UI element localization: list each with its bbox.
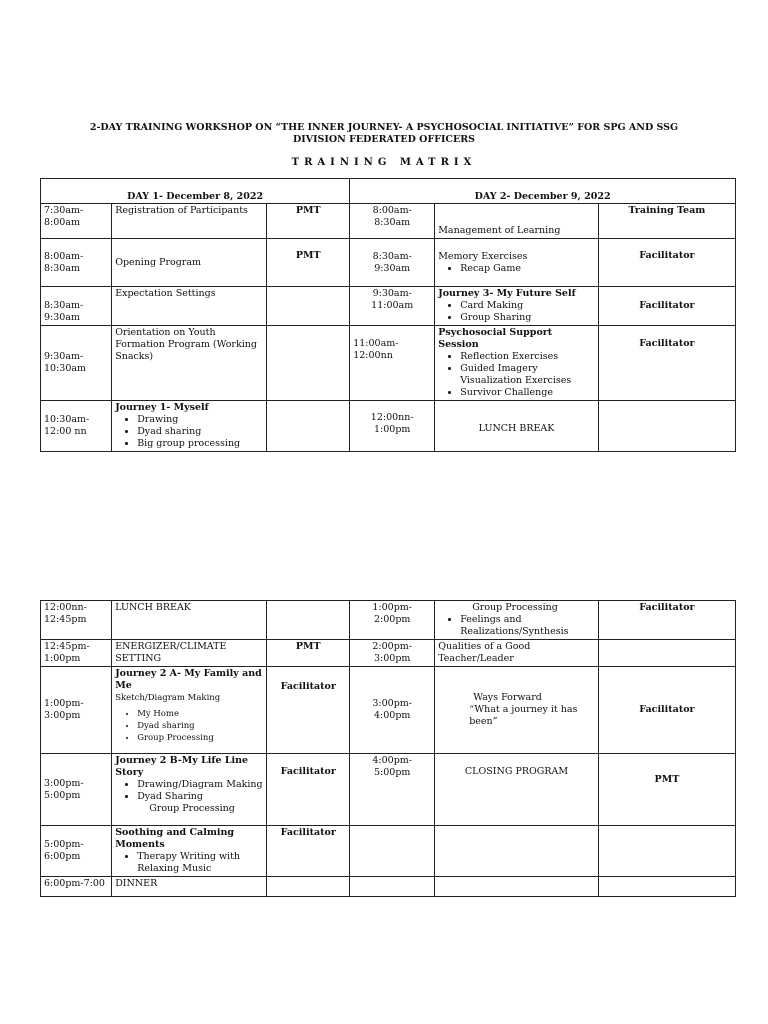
list-item: • Group Sharing (460, 312, 595, 324)
list-item: • Dyad sharing (137, 426, 263, 438)
activity-cell: Management of Learning (435, 204, 599, 239)
list-item: • Survivor Challenge (460, 387, 595, 399)
person-cell: Training Team (598, 204, 735, 239)
document-title-line2: DIVISION FEDERATED OFFICERS (293, 134, 475, 145)
list-item: • Big group processing (137, 438, 263, 450)
time-cell: 8:00am- 8:30am (41, 239, 112, 287)
list-item: • Drawing (137, 414, 263, 426)
activity-cell: ENERGIZER/CLIMATE SETTING (112, 640, 267, 667)
activity-heading: Journey 3- My Future Self (438, 288, 576, 299)
activity-heading: Psychosocial Support Session (438, 327, 553, 350)
time-cell: 3:00pm- 4:00pm (350, 667, 435, 754)
list-item: • Drawing/Diagram Making (137, 779, 263, 791)
activity-cell: Opening Program (112, 239, 267, 287)
activity-text: Ways Forward (473, 692, 542, 703)
training-matrix-heading: TRAINING MATRIX (291, 157, 477, 168)
activity-cell (112, 667, 267, 754)
activity-heading: Journey 1- Myself (115, 402, 209, 413)
time-cell: 4:00pm- 5:00pm (350, 754, 435, 826)
list-item: • Dyad Sharing (137, 791, 263, 803)
activity-cell (112, 401, 267, 452)
activity-cell (112, 754, 267, 826)
list-item: • Therapy Writing with Relaxing Music (137, 851, 263, 875)
time-cell: 12:45pm- 1:00pm (41, 640, 112, 667)
activity-cell (112, 826, 267, 877)
day1-header: DAY 1- December 8, 2022 (41, 179, 350, 204)
activity-subheading: Sketch/Diagram Making (115, 693, 221, 703)
person-cell (598, 826, 735, 877)
list-item: • Group Processing (137, 732, 263, 744)
document-title-line1: 2-DAY TRAINING WORKSHOP ON “THE INNER JOURNEY- A PSYCHOSOCIAL INITIATIVE” FOR SPG AND SSG (89, 122, 679, 133)
activity-text: “What a journey it has been” (469, 704, 578, 727)
list-item: • Recap Game (460, 263, 595, 275)
activity-heading: Journey 2 A- My Family and Me (115, 668, 262, 691)
activity-cell: Orientation on Youth Formation Program (Working Snacks) (112, 326, 267, 401)
table-row (41, 754, 736, 826)
activity-cell (435, 601, 599, 640)
time-cell: 5:00pm- 6:00pm (41, 826, 112, 877)
activity-text: Group Processing (149, 803, 235, 814)
activity-cell (435, 326, 599, 401)
person-cell: Facilitator (267, 754, 350, 826)
activity-cell (435, 239, 599, 287)
list-item: • Dyad sharing (137, 720, 263, 732)
time-cell (350, 826, 435, 877)
person-cell (267, 401, 350, 452)
time-cell: 3:00pm- 5:00pm (41, 754, 112, 826)
time-cell: 9:30am- 10:30am (41, 326, 112, 401)
person-cell (598, 640, 735, 667)
day2-header: DAY 2- December 9, 2022 (350, 179, 736, 204)
list-item: • Feelings and Realizations/Synthesis (460, 614, 595, 638)
schedule-table-continued (40, 600, 736, 897)
person-cell: PMT (267, 640, 350, 667)
activity-text: Memory Exercises (438, 250, 528, 262)
time-cell: 11:00am- 12:00nn (350, 326, 435, 401)
person-cell (267, 877, 350, 897)
schedule-table-day1-day2 (40, 178, 736, 452)
person-cell: PMT (598, 754, 735, 826)
time-cell: 7:30am- 8:00am (41, 204, 112, 239)
time-cell: 2:00pm- 3:00pm (350, 640, 435, 667)
activity-cell: CLOSING PROGRAM (435, 754, 599, 826)
list-item: • Reflection Exercises (460, 351, 595, 363)
list-item: • Guided Imagery Visualization Exercises (460, 363, 595, 387)
table-row (41, 640, 736, 667)
person-cell: Facilitator (598, 239, 735, 287)
person-cell (598, 877, 735, 897)
time-cell: 12:00nn- 1:00pm (350, 401, 435, 452)
time-cell: 12:00nn- 12:45pm (41, 601, 112, 640)
person-cell: Facilitator (598, 287, 735, 326)
person-cell: Facilitator (267, 667, 350, 754)
person-cell: Facilitator (267, 826, 350, 877)
time-cell: 1:00pm- 3:00pm (41, 667, 112, 754)
person-cell: Facilitator (598, 667, 735, 754)
activity-cell: LUNCH BREAK (435, 401, 599, 452)
activity-cell: LUNCH BREAK (112, 601, 267, 640)
list-item: • Card Making (460, 300, 595, 312)
time-cell (350, 877, 435, 897)
table-row (41, 287, 736, 326)
person-cell (598, 401, 735, 452)
person-cell (267, 326, 350, 401)
person-cell: PMT (267, 204, 350, 239)
activity-cell: DINNER (112, 877, 267, 897)
table-row (41, 826, 736, 877)
activity-heading: Soothing and Calming Moments (115, 827, 235, 850)
activity-cell: Qualities of a Good Teacher/Leader (435, 640, 599, 667)
table-row (41, 877, 736, 897)
activity-cell (435, 667, 599, 754)
person-cell (267, 601, 350, 640)
table-row (41, 667, 736, 754)
table-row (41, 204, 736, 239)
activity-text: Group Processing (472, 602, 558, 613)
table-row (41, 401, 736, 452)
person-cell: PMT (267, 239, 350, 287)
table-row (41, 601, 736, 640)
person-cell (267, 287, 350, 326)
person-cell: Facilitator (598, 601, 735, 640)
time-cell: 8:30am- 9:30am (350, 239, 435, 287)
time-cell: 10:30am- 12:00 nn (41, 401, 112, 452)
activity-cell: Registration of Participants (112, 204, 267, 239)
activity-cell (435, 877, 599, 897)
table-row (41, 239, 736, 287)
time-cell: 9:30am- 11:00am (350, 287, 435, 326)
time-cell: 8:30am- 9:30am (41, 287, 112, 326)
time-cell: 8:00am- 8:30am (350, 204, 435, 239)
time-cell: 1:00pm- 2:00pm (350, 601, 435, 640)
list-item: • My Home (137, 708, 263, 720)
activity-cell (435, 826, 599, 877)
time-cell: 6:00pm-7:00 (41, 877, 112, 897)
table-row (41, 326, 736, 401)
activity-cell (435, 287, 599, 326)
activity-heading: Journey 2 B-My Life Line Story (115, 755, 249, 778)
person-cell: Facilitator (598, 326, 735, 401)
activity-cell: Expectation Settings (112, 287, 267, 326)
